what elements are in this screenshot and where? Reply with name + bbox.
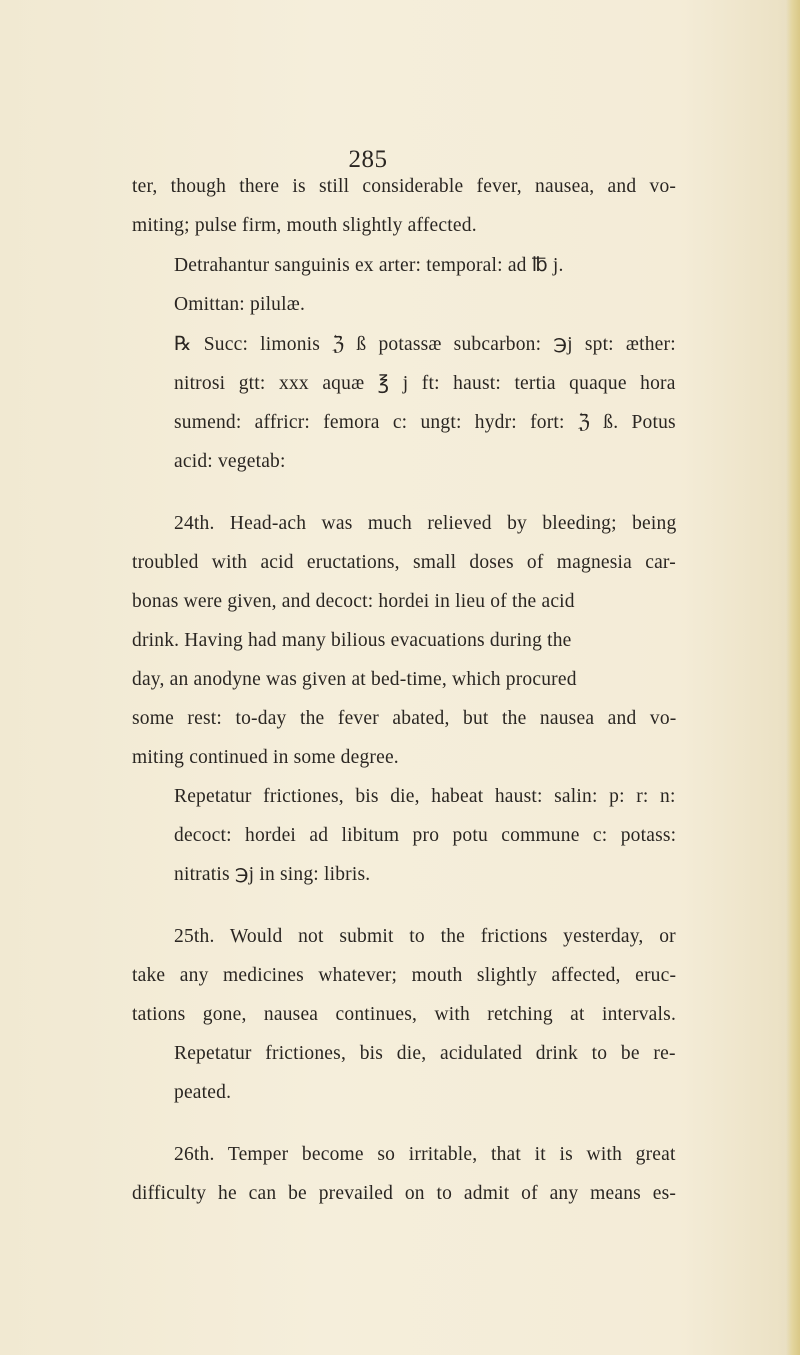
text-line: 26th. Temper become so irritable, that it is with great [174,1144,676,1165]
text-line: nitratis ℈j in sing: libris. [174,864,371,885]
text-line: decoct: hordei ad libitum pro potu commune c: potass: [174,825,677,846]
text-line: tations gone, nausea continues, with retching at intervals. [132,1004,677,1025]
text-line: take any medicines whatever; mouth slightly affected, eruc- [132,965,677,986]
text-line: bonas were given, and decoct: hordei in lieu of the acid [132,591,575,612]
page-edge [786,0,800,1355]
text-line: ℞ Succ: limonis ℨ ß potassæ subcarbon: ℈j spt: æther: [174,334,676,355]
text-line: miting; pulse firm, mouth slightly affected. [132,215,477,236]
text-line: sumend: affricr: femora c: ungt: hydr: fort: ℨ ß. Potus [174,412,676,433]
text-line: miting continued in some degree. [132,747,399,768]
text-line: some rest: to-day the fever abated, but the nausea and vo- [132,708,677,729]
text-line: 24th. Head-ach was much relieved by bleeding; being [174,513,677,534]
text-line: day, an anodyne was given at bed-time, which procured [132,669,577,690]
page-number: 285 [348,146,388,173]
text-line: difficulty he can be prevailed on to admit of any means es- [132,1183,677,1204]
text-line: nitrosi gtt: xxx aquæ ℥ j ft: haust: tertia quaque hora [174,373,676,394]
text-line: Detrahantur sanguinis ex arter: temporal: ad ℔ j. [174,255,564,276]
text-line: Repetatur frictiones, bis die, acidulated drink to be re- [174,1043,676,1064]
text-line: acid: vegetab: [174,451,286,472]
text-line: 25th. Would not submit to the frictions yesterday, or [174,926,676,947]
text-line: troubled with acid eructations, small doses of magnesia car- [132,552,676,573]
text-line: drink. Having had many bilious evacuations during the [132,630,572,651]
text-line: Repetatur frictiones, bis die, habeat haust: salin: p: r: n: [174,786,676,807]
text-line: Omittan: pilulæ. [174,294,306,315]
text-line: ter, though there is still considerable fever, nausea, and vo- [132,176,677,197]
text-line: peated. [174,1082,232,1103]
